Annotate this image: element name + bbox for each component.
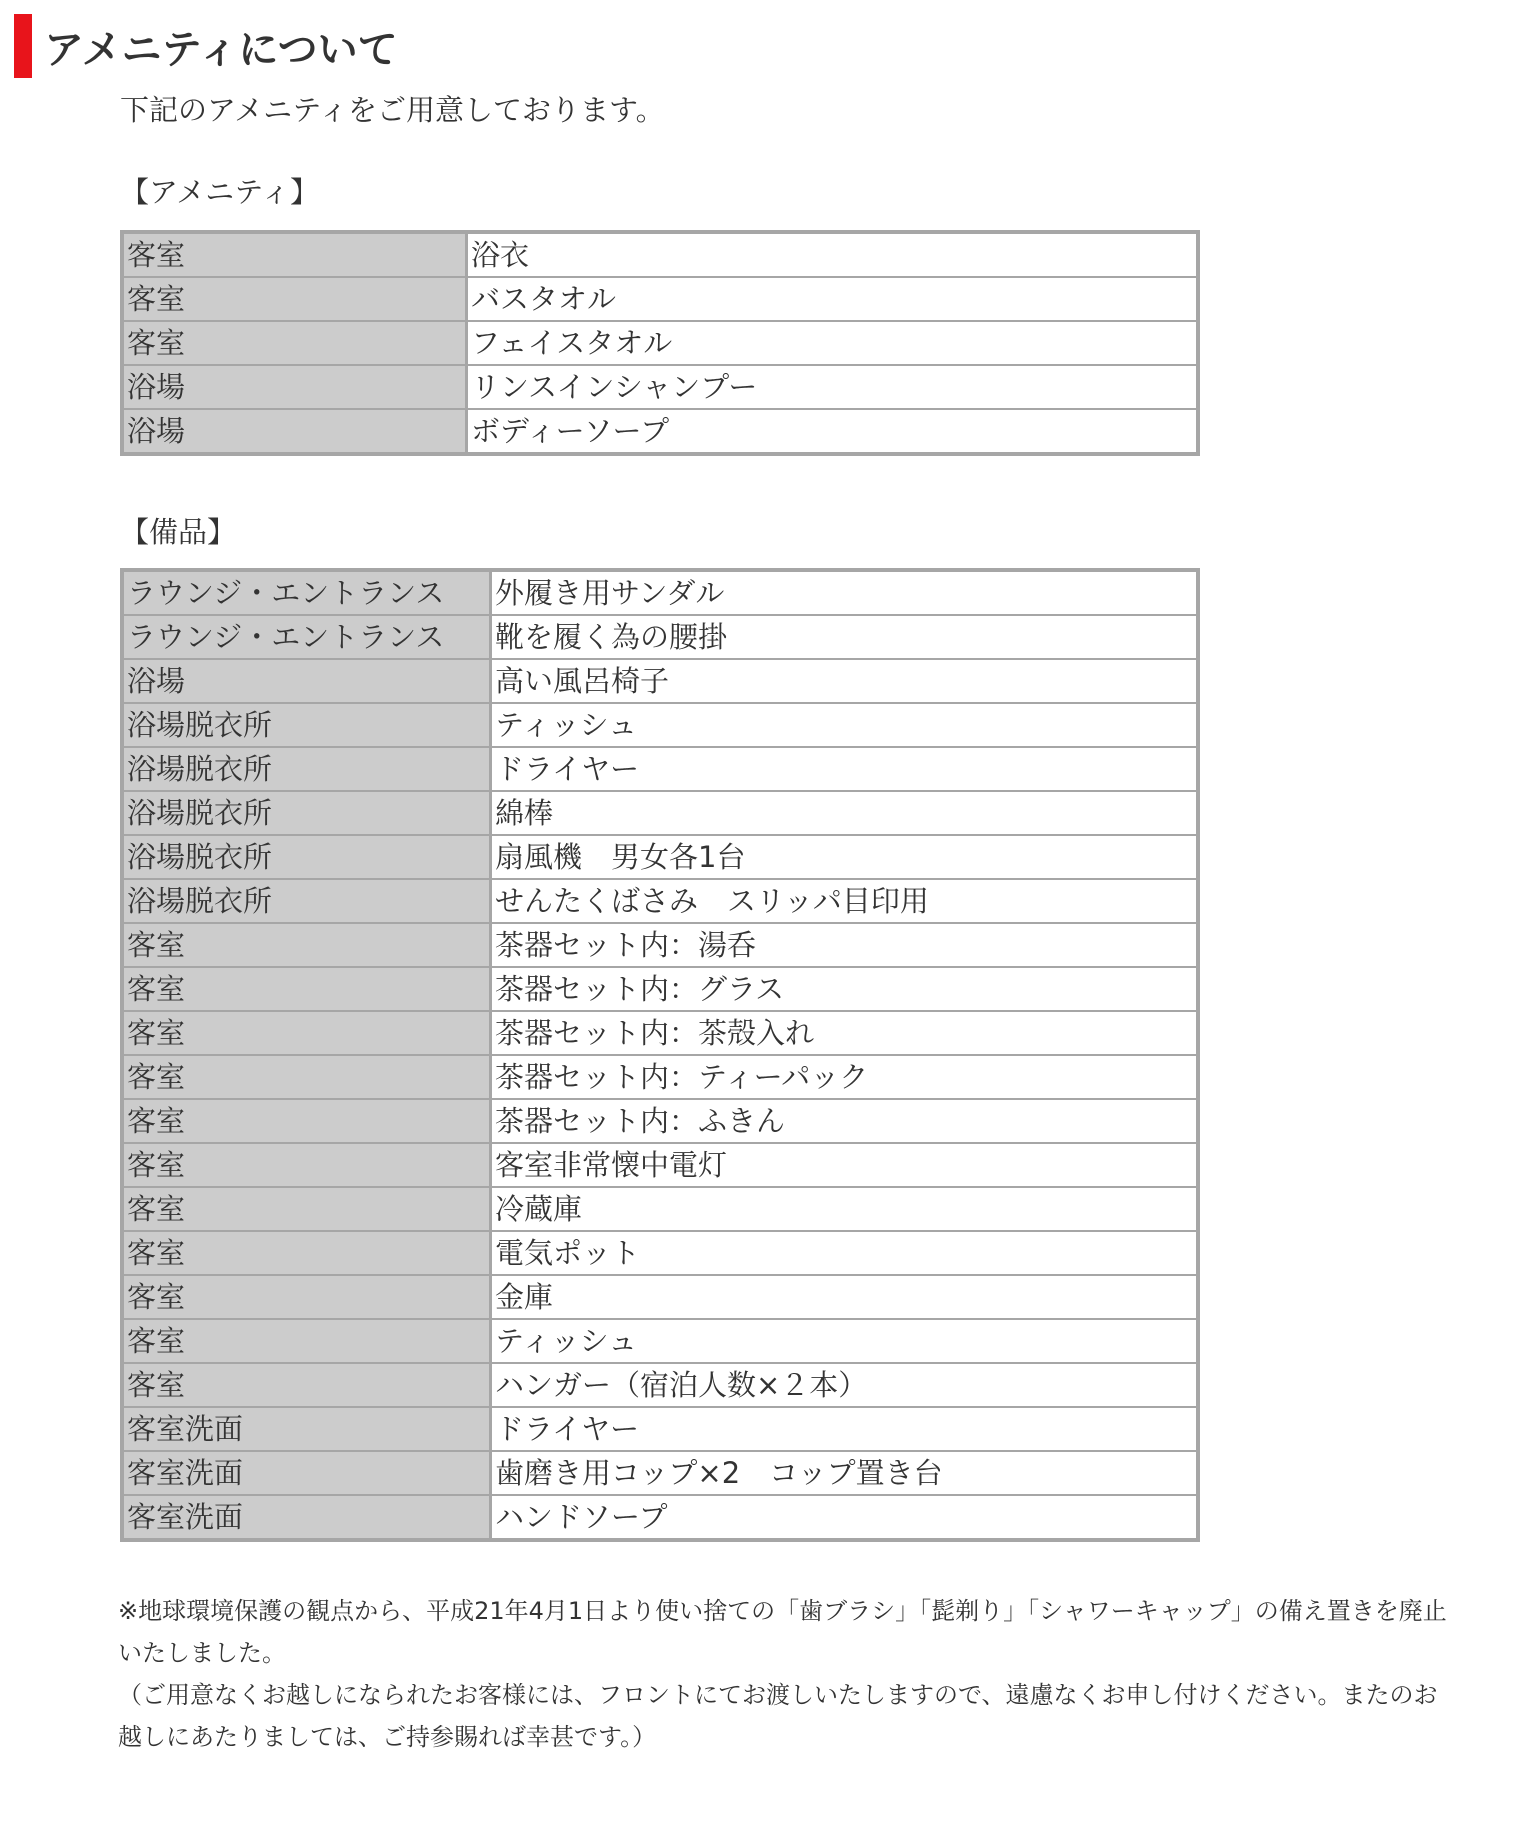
item-cell: ハンドソープ [492,1496,1196,1538]
item-cell: 歯磨き用コップ×2 コップ置き台 [492,1452,1196,1496]
table-row [124,748,1196,792]
location-cell: 客室 [124,278,468,322]
table-row [124,968,1196,1012]
location-cell: 客室 [124,234,468,278]
item-cell: 高い風呂椅子 [492,660,1196,704]
location-cell: 客室 [124,924,492,968]
table-row [124,366,1196,410]
table-row [124,1496,1196,1538]
location-cell: 浴場 [124,410,468,452]
table-row [124,1408,1196,1452]
equipment-table [120,568,1200,1542]
location-cell: 浴場脱衣所 [124,748,492,792]
item-cell: フェイスタオル [468,322,1196,366]
location-cell: 客室洗面 [124,1408,492,1452]
table-row [124,880,1196,924]
item-cell: バスタオル [468,278,1196,322]
item-cell: 電気ポット [492,1232,1196,1276]
location-cell: 浴場 [124,660,492,704]
location-cell: 客室 [124,1100,492,1144]
table-row [124,616,1196,660]
item-cell: せんたくばさみ スリッパ目印用 [492,880,1196,924]
item-cell: ティッシュ [492,1320,1196,1364]
equipment-group-label: 【備品】 [120,515,237,549]
location-cell: 客室洗面 [124,1496,492,1538]
location-cell: 浴場 [124,366,468,410]
item-cell: 外履き用サンダル [492,572,1196,616]
location-cell: 浴場脱衣所 [124,836,492,880]
accent-bar [14,14,32,78]
item-cell: 茶器セット内：ふきん [492,1100,1196,1144]
table-row [124,924,1196,968]
amenity-table [120,230,1200,456]
location-cell: 浴場脱衣所 [124,880,492,924]
item-cell: 金庫 [492,1276,1196,1320]
table-row [124,1056,1196,1100]
table-row [124,1232,1196,1276]
location-cell: 客室 [124,1364,492,1408]
table-row [124,792,1196,836]
item-cell: 茶器セット内：ティーパック [492,1056,1196,1100]
section-header [14,14,398,78]
table-row [124,322,1196,366]
item-cell: 茶器セット内：湯呑 [492,924,1196,968]
location-cell: 客室 [124,1056,492,1100]
location-cell: 客室洗面 [124,1452,492,1496]
table-row [124,278,1196,322]
note-line: ※地球環境保護の観点から、平成21年4月1日より使い捨ての「歯ブラシ」「髭剃り」「シャワーキャップ」の備え置きを廃止いたしました。 [118,1597,1447,1667]
section-title: アメニティについて [44,26,398,73]
item-cell: 扇風機 男女各1台 [492,836,1196,880]
table-row [124,1144,1196,1188]
location-cell: 客室 [124,322,468,366]
item-cell: ドライヤー [492,748,1196,792]
note-line: （ご用意なくお越しになられたお客様には、フロントにてお渡しいたしますので、遠慮なくお申し付けください。またのお越しにあたりましては、ご持参賜れば幸甚です。） [118,1681,1438,1751]
item-cell: 茶器セット内：茶殻入れ [492,1012,1196,1056]
table-row [124,410,1196,452]
item-cell: ティッシュ [492,704,1196,748]
item-cell: ボディーソープ [468,410,1196,452]
location-cell: 客室 [124,1320,492,1364]
location-cell: ラウンジ・エントランス [124,572,492,616]
location-cell: 客室 [124,1232,492,1276]
notes [118,1590,1458,1758]
table-row [124,1012,1196,1056]
item-cell: 客室非常懐中電灯 [492,1144,1196,1188]
item-cell: 靴を履く為の腰掛 [492,616,1196,660]
table-row [124,704,1196,748]
location-cell: 客室 [124,1012,492,1056]
intro-text: 下記のアメニティをご用意しております。 [120,93,665,127]
item-cell: ドライヤー [492,1408,1196,1452]
table-row [124,1364,1196,1408]
table-row [124,1276,1196,1320]
item-cell: 茶器セット内：グラス [492,968,1196,1012]
table-row [124,572,1196,616]
location-cell: 浴場脱衣所 [124,704,492,748]
table-row [124,234,1196,278]
table-row [124,1320,1196,1364]
table-row [124,660,1196,704]
location-cell: 客室 [124,1276,492,1320]
item-cell: リンスインシャンプー [468,366,1196,410]
item-cell: 綿棒 [492,792,1196,836]
item-cell: 冷蔵庫 [492,1188,1196,1232]
item-cell: 浴衣 [468,234,1196,278]
location-cell: 客室 [124,1188,492,1232]
location-cell: ラウンジ・エントランス [124,616,492,660]
table-row [124,1100,1196,1144]
table-row [124,1188,1196,1232]
location-cell: 客室 [124,1144,492,1188]
item-cell: ハンガー（宿泊人数×２本） [492,1364,1196,1408]
table-row [124,1452,1196,1496]
table-row [124,836,1196,880]
location-cell: 浴場脱衣所 [124,792,492,836]
amenity-group-label: 【アメニティ】 [120,175,319,209]
location-cell: 客室 [124,968,492,1012]
